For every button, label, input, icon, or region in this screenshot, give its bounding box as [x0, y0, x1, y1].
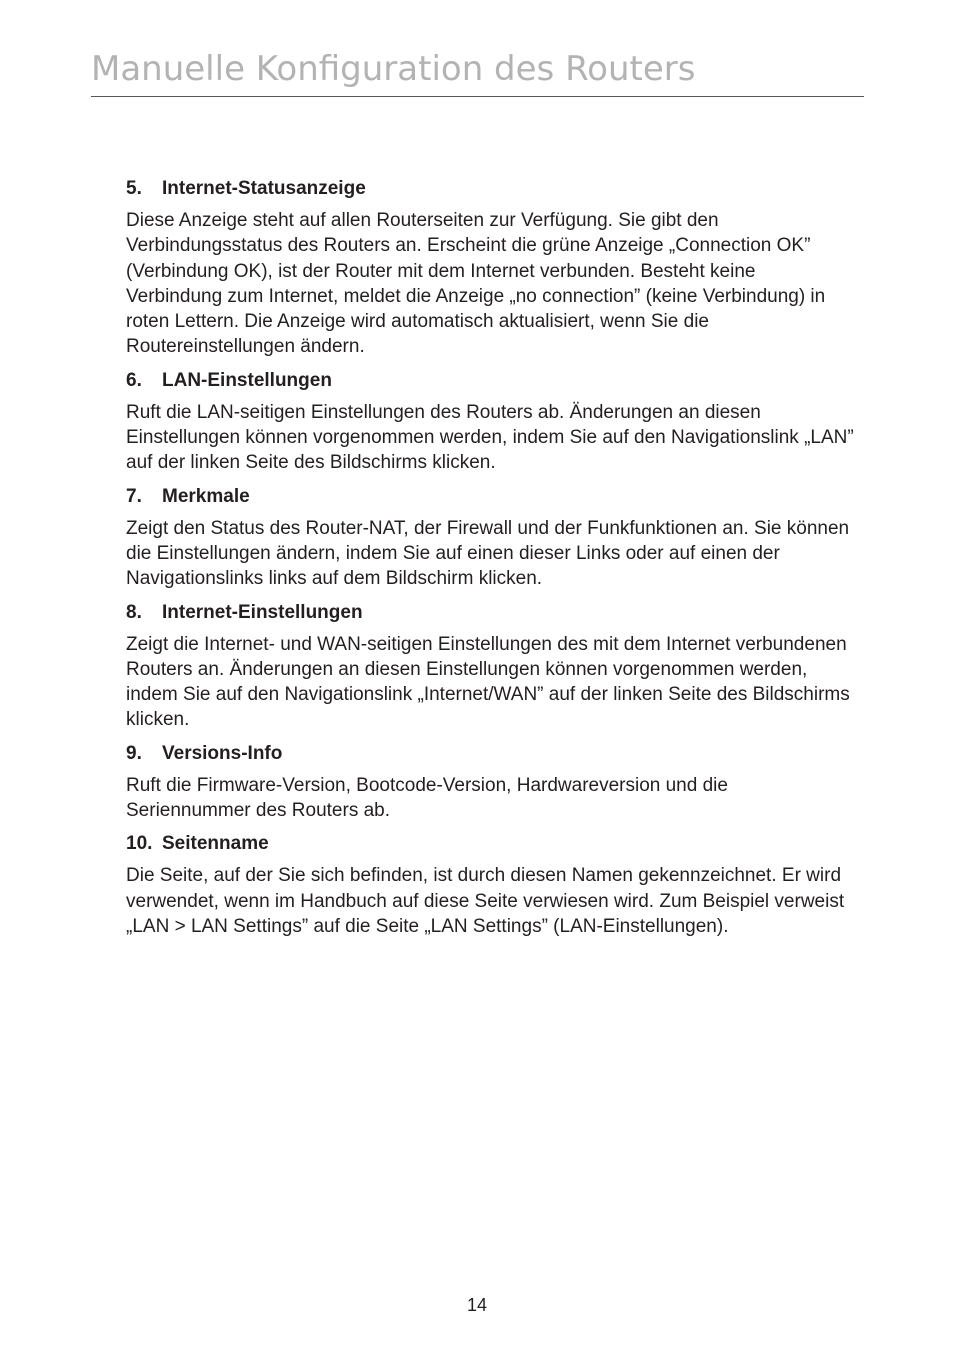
section-number: 6. — [126, 369, 142, 391]
section-internet-statusanzeige — [126, 176, 854, 360]
section-number: 10. — [126, 833, 153, 855]
main-content — [126, 176, 854, 947]
section-merkmale — [126, 484, 854, 592]
section-number: 9. — [126, 742, 142, 764]
section-lan-einstellungen — [126, 368, 854, 476]
section-heading — [126, 741, 854, 766]
section-body: Zeigt die Internet- und WAN-seitigen Einstellungen des mit dem Internet verbundenen Routers an. Änderungen an diesen Einstellungen können vorgenommen werden, indem Sie auf den Navigationslink „Internet/WAN” auf der linken Seite des Bildschirms klicken. — [126, 633, 850, 731]
section-number: 7. — [126, 485, 142, 507]
section-title: Seitenname — [162, 833, 269, 855]
section-body: Ruft die Firmware-Version, Bootcode-Version, Hardwareversion und die Seriennummer des Routers ab. — [126, 774, 728, 822]
section-heading — [126, 368, 854, 393]
section-title: LAN-Einstellungen — [162, 369, 332, 391]
section-seitenname — [126, 831, 854, 939]
section-title: Internet-Einstellungen — [162, 601, 363, 623]
section-body: Die Seite, auf der Sie sich befinden, ist durch diesen Namen gekennzeichnet. Er wird verwendet, wenn im Handbuch auf diese Seite verwiesen wird. Zum Beispiel verweist „LAN > LAN Settings” auf die Seite „LAN Settings” (LAN-Einstellungen). — [126, 865, 845, 937]
page-title: Manuelle Konfiguration des Routers — [91, 49, 696, 89]
section-body: Ruft die LAN-seitigen Einstellungen des Routers ab. Änderungen an diesen Einstellungen können vorgenommen werden, indem Sie auf den Navigationslink „LAN” auf der linken Seite des Bildschirms klicken. — [126, 401, 854, 474]
section-title: Merkmale — [162, 485, 250, 507]
section-number: 5. — [126, 178, 142, 199]
section-versions-info — [126, 741, 854, 824]
section-body: Zeigt den Status des Router-NAT, der Firewall und der Funkfunktionen an. Sie können die Einstellungen ändern, indem Sie auf einen dieser Links oder auf einen der Navigationslinks links auf dem Bildschirm klicken. — [126, 517, 850, 590]
section-heading — [126, 484, 854, 509]
page-header — [91, 44, 864, 97]
section-heading — [126, 831, 854, 856]
section-title: Internet-Statusanzeige — [162, 178, 366, 199]
section-heading — [126, 176, 854, 201]
section-body: Diese Anzeige steht auf allen Routerseiten zur Verfügung. Sie gibt den Verbindungsstatus des Routers an. Erscheint die grüne Anzeige „Connection OK” (Verbindung OK), ist der Router mit dem Internet verbunden. Besteht keine Verbindung zum Internet, meldet die Anzeige „no connection” (keine Verbindung) in roten Lettern. Die Anzeige wird automatisch aktualisiert, wenn Sie die Routereinstellungen ändern. — [126, 210, 826, 358]
section-number: 8. — [126, 601, 142, 623]
page-number: 14 — [466, 1295, 488, 1315]
section-title: Versions-Info — [162, 742, 283, 764]
section-heading — [126, 600, 854, 625]
section-internet-einstellungen — [126, 600, 854, 733]
